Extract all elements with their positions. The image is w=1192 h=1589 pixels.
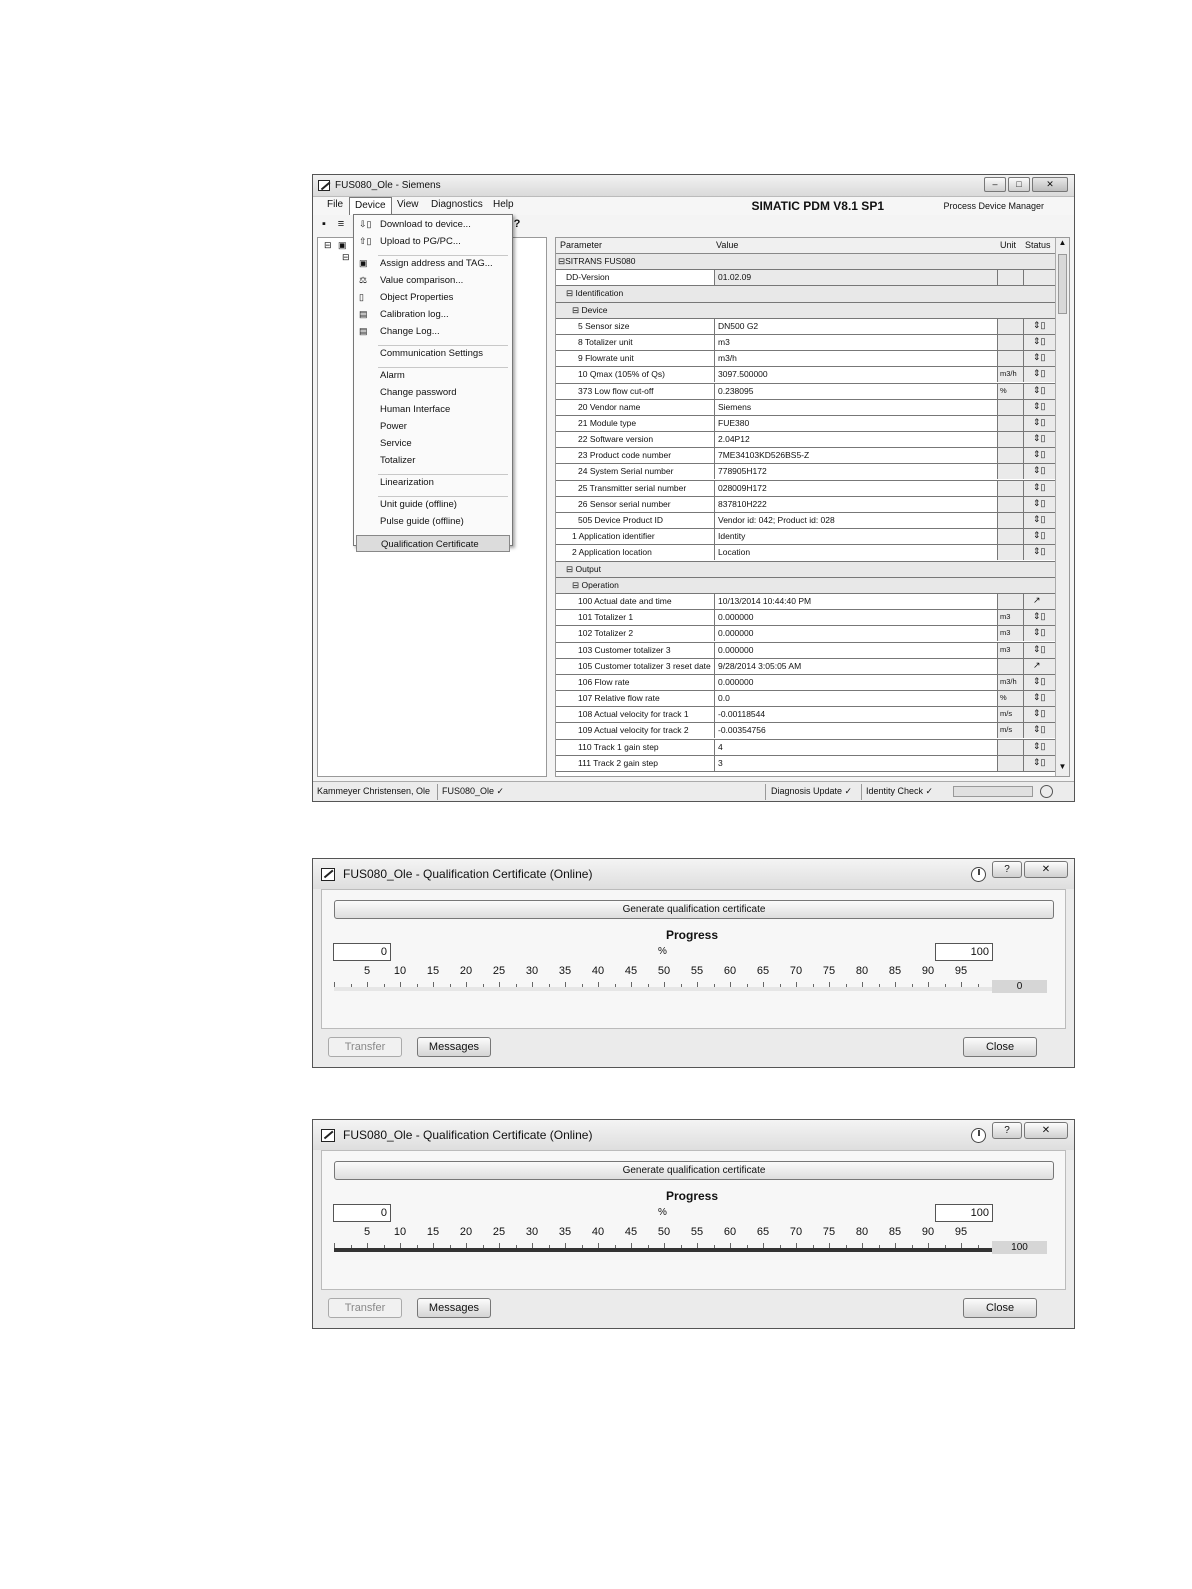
busy-clock-icon: [971, 867, 986, 882]
value-cell[interactable]: m3/h: [714, 351, 997, 366]
dialog-body: [321, 1150, 1066, 1290]
value-cell[interactable]: -0.00118544: [714, 707, 997, 722]
menu-item-object-properties[interactable]: Object Properties: [380, 292, 454, 303]
progress-current-value: 100: [992, 1241, 1047, 1254]
unit-cell: m3: [997, 626, 1023, 641]
parameter-cell: 103 Customer totalizer 3: [578, 644, 671, 655]
value-cell[interactable]: 10/13/2014 10:44:40 PM: [714, 594, 997, 609]
scale-label: 85: [888, 1226, 902, 1238]
scale-label: 90: [921, 1226, 935, 1238]
menu-item-icon: ⚖: [359, 275, 368, 285]
table-row[interactable]: [556, 643, 1056, 659]
value-cell[interactable]: 3097.500000: [714, 367, 997, 382]
unit-cell: [997, 270, 1023, 285]
value-cell[interactable]: 7ME34103KD526BS5-Z: [714, 448, 997, 463]
parameter-table: [555, 237, 1070, 777]
dialog-titlebar: [313, 859, 1074, 889]
table-row[interactable]: [556, 351, 1056, 367]
qualification-dialog-complete: [312, 1119, 1075, 1329]
table-row[interactable]: [556, 675, 1056, 691]
status-object: FUS080_Ole ✓: [442, 786, 505, 796]
table-row[interactable]: [556, 756, 1056, 772]
status-cell: ⇕▯: [1023, 367, 1056, 382]
menu-separator: [378, 367, 508, 368]
menu-help[interactable]: Help: [493, 199, 514, 210]
table-row[interactable]: [556, 626, 1056, 642]
unit-cell: [997, 740, 1023, 755]
scale-label: 35: [558, 965, 572, 977]
scale-label: 30: [525, 965, 539, 977]
menu-item-human-interface[interactable]: Human Interface: [380, 404, 451, 415]
parameter-cell: 10 Qmax (105% of Qs): [578, 369, 665, 380]
status-cell: ⇕▯: [1023, 416, 1056, 431]
help-button[interactable]: ?: [992, 861, 1022, 878]
status-cell: ⇕▯: [1023, 432, 1056, 447]
parameter-cell: 25 Transmitter serial number: [578, 482, 687, 493]
value-cell[interactable]: Location: [714, 545, 997, 560]
status-progress-bar: [953, 786, 1033, 797]
parameter-cell: 111 Track 2 gain step: [578, 757, 659, 768]
brand-title: SIMATIC PDM V8.1 SP1: [751, 199, 884, 213]
menu-item-icon: ▤: [359, 309, 368, 319]
progress-track: [334, 1248, 994, 1252]
parameter-cell: 108 Actual velocity for track 1: [578, 709, 689, 720]
menu-item-alarm[interactable]: Alarm: [380, 370, 405, 381]
menu-item-power[interactable]: Power: [380, 421, 407, 432]
transfer-button[interactable]: Transfer: [328, 1037, 402, 1057]
table-row[interactable]: [556, 384, 1056, 400]
scale-label: 5: [363, 1226, 371, 1238]
tree-expand-icon-2[interactable]: ⊟: [342, 252, 350, 262]
scale-label: 95: [954, 1226, 968, 1238]
table-row[interactable]: [556, 448, 1056, 464]
dialog-body: [321, 889, 1066, 1029]
parameter-cell: 505 Device Product ID: [578, 515, 664, 525]
maximize-button[interactable]: □: [1008, 177, 1030, 192]
parameter-cell: 110 Track 1 gain step: [578, 741, 659, 752]
status-cell: ⇕▯: [1023, 545, 1056, 560]
scale-label: 10: [393, 1226, 407, 1238]
table-row[interactable]: [556, 400, 1056, 416]
menu-item-upload-to-pg-pc[interactable]: Upload to PG/PC...: [380, 236, 461, 247]
parameter-cell: 100 Actual date and time: [578, 595, 672, 606]
table-row[interactable]: [556, 319, 1056, 335]
scale-label: 20: [459, 965, 473, 977]
parameter-cell: 24 System Serial number: [578, 466, 674, 477]
scale-label: 15: [426, 965, 440, 977]
value-cell[interactable]: Vendor id: 042; Product id: 028: [714, 513, 997, 528]
value-cell[interactable]: 837810H222: [714, 497, 997, 512]
parameter-cell: 23 Product code number: [578, 450, 672, 461]
busy-clock-icon: [971, 1128, 986, 1143]
parameter-cell: 106 Flow rate: [578, 676, 630, 687]
status-cell: ⇕▯: [1023, 643, 1056, 658]
close-x-button[interactable]: ✕: [1024, 861, 1068, 878]
unit-cell: m3: [997, 643, 1023, 658]
status-cell: ⇕▯: [1023, 448, 1056, 463]
close-dialog-button[interactable]: Close: [963, 1037, 1037, 1057]
unit-cell: [997, 659, 1023, 674]
messages-button[interactable]: Messages: [417, 1298, 491, 1318]
unit-cell: %: [997, 384, 1023, 399]
minimize-button[interactable]: –: [984, 177, 1006, 192]
unit-cell: [997, 497, 1023, 512]
scale-label: 30: [525, 1226, 539, 1238]
table-row[interactable]: [556, 740, 1056, 756]
app-icon: [318, 180, 330, 191]
status-cell: ⇕▯: [1023, 384, 1056, 399]
parameter-cell: 101 Totalizer 1: [578, 612, 634, 623]
parameter-cell: DD-Version: [566, 272, 610, 283]
unit-cell: m3: [997, 610, 1023, 625]
parameter-cell: 102 Totalizer 2: [578, 628, 634, 639]
scale-label: 35: [558, 1226, 572, 1238]
status-cell: ⇕▯: [1023, 319, 1056, 334]
unit-cell: [997, 319, 1023, 334]
col-parameter[interactable]: Parameter: [560, 240, 603, 250]
scale-label: 40: [591, 965, 605, 977]
status-cell: ⇕▯: [1023, 513, 1056, 528]
network-icon: ▣: [338, 240, 347, 250]
scale-label: 60: [723, 965, 737, 977]
unit-cell: m/s: [997, 723, 1023, 738]
value-cell[interactable]: 028009H172: [714, 481, 997, 496]
parameter-cell: 8 Totalizer unit: [578, 336, 633, 347]
parameter-cell: 105 Customer totalizer 3 reset date: [578, 660, 711, 671]
unit-cell: [997, 756, 1023, 771]
parameter-cell: 22 Software version: [578, 434, 654, 445]
progress-label: Progress: [665, 1189, 719, 1203]
scale-label: 10: [393, 965, 407, 977]
scale-label: 5: [363, 965, 371, 977]
parameter-cell: 2 Application location: [572, 547, 652, 558]
scale-label: 95: [954, 965, 968, 977]
table-header: [556, 238, 1056, 254]
value-cell[interactable]: 0.000000: [714, 643, 997, 658]
status-cell: ↗: [1023, 659, 1056, 674]
save-icon[interactable]: ▪: [322, 218, 326, 230]
unit-cell: [997, 513, 1023, 528]
main-titlebar: [313, 175, 1074, 197]
scale-label: 70: [789, 1226, 803, 1238]
value-cell[interactable]: DN500 G2: [714, 319, 997, 334]
progress-scale: [322, 1226, 1002, 1240]
statusbar: [313, 781, 1074, 801]
tree-expand-icon[interactable]: ⊟: [324, 240, 332, 250]
scale-label: 65: [756, 1226, 770, 1238]
parameter-cell: 26 Sensor serial number: [578, 498, 671, 509]
menu-item-pulse-guide-offline[interactable]: Pulse guide (offline): [380, 516, 464, 527]
scroll-down-icon[interactable]: ▼: [1058, 762, 1067, 771]
table-row[interactable]: [556, 481, 1056, 497]
table-row[interactable]: [556, 691, 1056, 707]
progress-max-field: 100: [935, 943, 993, 961]
dialog-titlebar: [313, 1120, 1074, 1150]
value-cell[interactable]: Identity: [714, 529, 997, 544]
value-cell[interactable]: 0.000000: [714, 675, 997, 690]
scale-label: 65: [756, 965, 770, 977]
scale-label: 75: [822, 965, 836, 977]
progress-max-field: 100: [935, 1204, 993, 1222]
status-cell: ↗: [1023, 594, 1056, 609]
scale-label: 40: [591, 1226, 605, 1238]
table-row[interactable]: [556, 270, 1056, 286]
table-group-row[interactable]: [556, 286, 1056, 302]
status-indicator-icon: [1040, 785, 1053, 798]
unit-cell: [997, 351, 1023, 366]
table-row[interactable]: [556, 707, 1056, 723]
table-row[interactable]: [556, 513, 1056, 529]
status-cell: ⇕▯: [1023, 707, 1056, 722]
status-cell: ⇕▯: [1023, 626, 1056, 641]
table-row[interactable]: [556, 610, 1056, 626]
table-row[interactable]: [556, 594, 1056, 610]
parameter-cell: ⊟SITRANS FUS080: [558, 256, 636, 266]
parameter-cell: 5 Sensor size: [578, 320, 630, 331]
scale-label: 80: [855, 1226, 869, 1238]
scale-label: 50: [657, 1226, 671, 1238]
progress-min-field: 0: [333, 1204, 391, 1222]
menu-item-service[interactable]: Service: [380, 438, 412, 449]
value-cell[interactable]: m3: [714, 335, 997, 350]
qualification-dialog-start: [312, 858, 1075, 1068]
menu-item-unit-guide-offline[interactable]: Unit guide (offline): [380, 499, 457, 510]
menu-item-linearization[interactable]: Linearization: [380, 477, 434, 488]
value-cell[interactable]: 778905H172: [714, 464, 997, 479]
parameter-cell: 21 Module type: [578, 417, 637, 428]
progress-scale: [322, 965, 1002, 979]
menu-item-change-log[interactable]: Change Log...: [380, 326, 440, 337]
value-cell[interactable]: 2.04P12: [714, 432, 997, 447]
table-row[interactable]: [556, 529, 1056, 545]
status-cell: [1023, 270, 1056, 285]
progress-track: [334, 987, 994, 991]
menu-item-icon: ⇧▯: [359, 236, 372, 246]
main-title: FUS080_Ole - Siemens: [335, 180, 441, 191]
close-dialog-button[interactable]: Close: [963, 1298, 1037, 1318]
help-button[interactable]: ?: [992, 1122, 1022, 1139]
value-cell[interactable]: FUE380: [714, 416, 997, 431]
scale-label: 15: [426, 1226, 440, 1238]
dialog-title: FUS080_Ole - Qualification Certificate (Online): [343, 1128, 593, 1142]
value-cell[interactable]: 9/28/2014 3:05:05 AM: [714, 659, 997, 674]
progress-label: Progress: [665, 928, 719, 942]
unit-cell: [997, 481, 1023, 496]
status-identity: Identity Check ✓: [866, 786, 934, 796]
menu-item-change-password[interactable]: Change password: [380, 387, 457, 398]
menu-separator: [378, 255, 508, 256]
pdm-main-window: [312, 174, 1075, 802]
menu-device[interactable]: Device: [349, 197, 392, 215]
generate-certificate-button[interactable]: Generate qualification certificate: [334, 900, 1054, 919]
table-row[interactable]: [556, 545, 1056, 561]
table-row[interactable]: [556, 723, 1056, 739]
scale-label: 20: [459, 1226, 473, 1238]
parameter-cell: 20 Vendor name: [578, 401, 641, 412]
brand-subtitle: Process Device Manager: [943, 201, 1044, 211]
status-diagnosis: Diagnosis Update ✓: [771, 786, 853, 796]
menu-item-icon: ⇩▯: [359, 219, 372, 229]
table-row[interactable]: [556, 335, 1056, 351]
list-icon[interactable]: ≡: [337, 218, 345, 230]
scale-label: 50: [657, 965, 671, 977]
menu-item-icon: ▯: [359, 292, 364, 302]
status-cell: ⇕▯: [1023, 481, 1056, 496]
table-group-row[interactable]: [556, 578, 1056, 594]
scroll-up-icon[interactable]: ▲: [1058, 238, 1067, 247]
table-row[interactable]: [556, 497, 1056, 513]
parameter-cell: ⊟ Device: [572, 304, 608, 315]
menu-diagnostics[interactable]: Diagnostics: [431, 199, 483, 210]
status-cell: ⇕▯: [1023, 723, 1056, 738]
close-x-button[interactable]: ✕: [1024, 1122, 1068, 1139]
generate-certificate-button[interactable]: Generate qualification certificate: [334, 1161, 1054, 1180]
parameter-cell: ⊟ Operation: [572, 579, 619, 590]
unit-cell: [997, 448, 1023, 463]
messages-button[interactable]: Messages: [417, 1037, 491, 1057]
device-menu-dropdown: [353, 214, 513, 550]
percent-unit: %: [658, 946, 667, 957]
scale-label: 45: [624, 965, 638, 977]
progress-current-value: 0: [992, 980, 1047, 993]
col-value[interactable]: Value: [716, 240, 739, 250]
col-status[interactable]: Status: [1025, 240, 1051, 250]
table-row[interactable]: [556, 464, 1056, 480]
menu-separator: [378, 496, 508, 497]
app-icon: [321, 868, 335, 881]
scale-label: 55: [690, 965, 704, 977]
value-cell[interactable]: 0.000000: [714, 626, 997, 641]
menu-item-icon: ▤: [359, 326, 368, 336]
parameter-cell: 9 Flowrate unit: [578, 353, 634, 364]
value-cell[interactable]: 0.000000: [714, 610, 997, 625]
value-cell[interactable]: 0.238095: [714, 384, 997, 399]
unit-cell: m3/h: [997, 675, 1023, 690]
menu-separator: [378, 345, 508, 346]
status-cell: ⇕▯: [1023, 464, 1056, 479]
parameter-cell: ⊟ Identification: [566, 288, 624, 299]
unit-cell: m/s: [997, 707, 1023, 722]
menu-view[interactable]: View: [397, 199, 419, 210]
scale-label: 70: [789, 965, 803, 977]
menu-item-totalizer[interactable]: Totalizer: [380, 455, 416, 466]
menu-item-value-comparison[interactable]: Value comparison...: [380, 275, 464, 286]
parameter-cell: 109 Actual velocity for track 2: [578, 725, 689, 736]
scale-label: 90: [921, 965, 935, 977]
scale-label: 60: [723, 1226, 737, 1238]
status-cell: ⇕▯: [1023, 529, 1056, 544]
scale-label: 25: [492, 965, 506, 977]
scale-label: 85: [888, 965, 902, 977]
status-cell: ⇕▯: [1023, 400, 1056, 415]
unit-cell: [997, 432, 1023, 447]
app-icon: [321, 1129, 335, 1142]
vertical-scrollbar[interactable]: [1055, 238, 1069, 776]
progress-fill: [334, 1248, 994, 1252]
parameter-cell: ⊟ Output: [566, 563, 602, 574]
table-group-row[interactable]: [556, 303, 1056, 319]
status-cell: ⇕▯: [1023, 756, 1056, 771]
scroll-thumb[interactable]: [1058, 254, 1067, 314]
scale-label: 45: [624, 1226, 638, 1238]
unit-cell: [997, 400, 1023, 415]
parameter-cell: 373 Low flow cut-off: [578, 385, 654, 396]
parameter-cell: 1 Application identifier: [572, 531, 655, 542]
scale-label: 75: [822, 1226, 836, 1238]
status-cell: ⇕▯: [1023, 675, 1056, 690]
table-row[interactable]: [556, 432, 1056, 448]
value-cell[interactable]: 3: [714, 756, 997, 771]
scale-label: 80: [855, 965, 869, 977]
menu-file[interactable]: File: [327, 199, 344, 210]
menu-item-communication-settings[interactable]: Communication Settings: [380, 348, 483, 359]
help-icon[interactable]: ?: [513, 218, 521, 230]
status-cell: ⇕▯: [1023, 497, 1056, 512]
unit-cell: [997, 545, 1023, 560]
progress-min-field: 0: [333, 943, 391, 961]
menu-item-calibration-log[interactable]: Calibration log...: [380, 309, 449, 320]
table-group-row[interactable]: [556, 254, 1056, 270]
status-cell: ⇕▯: [1023, 691, 1056, 706]
unit-cell: m3/h: [997, 367, 1023, 382]
table-row[interactable]: [556, 416, 1056, 432]
table-row[interactable]: [556, 659, 1056, 675]
dialog-title: FUS080_Ole - Qualification Certificate (Online): [343, 867, 593, 881]
col-unit[interactable]: Unit: [1000, 240, 1017, 250]
unit-cell: [997, 335, 1023, 350]
status-cell: ⇕▯: [1023, 335, 1056, 350]
value-cell[interactable]: Siemens: [714, 400, 997, 415]
status-user: Kammeyer Christensen, Ole: [317, 786, 431, 796]
unit-cell: [997, 416, 1023, 431]
value-cell[interactable]: 0.0: [714, 691, 997, 706]
unit-cell: [997, 594, 1023, 609]
menu-item-icon: ▣: [359, 258, 368, 268]
menu-item-qualification-certificate[interactable]: Qualification Certificate: [356, 535, 510, 552]
table-group-row[interactable]: [556, 562, 1056, 578]
table-row[interactable]: [556, 367, 1056, 383]
parameter-cell: 107 Relative flow rate: [578, 693, 660, 704]
menubar: [313, 197, 1074, 215]
scale-label: 25: [492, 1226, 506, 1238]
status-cell: ⇕▯: [1023, 740, 1056, 755]
value-cell[interactable]: 4: [714, 740, 997, 755]
status-cell: ⇕▯: [1023, 351, 1056, 366]
transfer-button[interactable]: Transfer: [328, 1298, 402, 1318]
menu-item-download-to-device[interactable]: Download to device...: [380, 219, 471, 230]
scale-label: 55: [690, 1226, 704, 1238]
close-button[interactable]: ✕: [1032, 177, 1068, 192]
unit-cell: %: [997, 691, 1023, 706]
table-rows: [556, 254, 1056, 772]
unit-cell: [997, 464, 1023, 479]
unit-cell: [997, 529, 1023, 544]
value-cell[interactable]: -0.00354756: [714, 723, 997, 738]
status-cell: ⇕▯: [1023, 610, 1056, 625]
menu-separator: [378, 474, 508, 475]
menu-item-assign-address-and-tag[interactable]: Assign address and TAG...: [380, 258, 493, 269]
value-cell[interactable]: 01.02.09: [714, 270, 997, 285]
percent-unit: %: [658, 1207, 667, 1218]
